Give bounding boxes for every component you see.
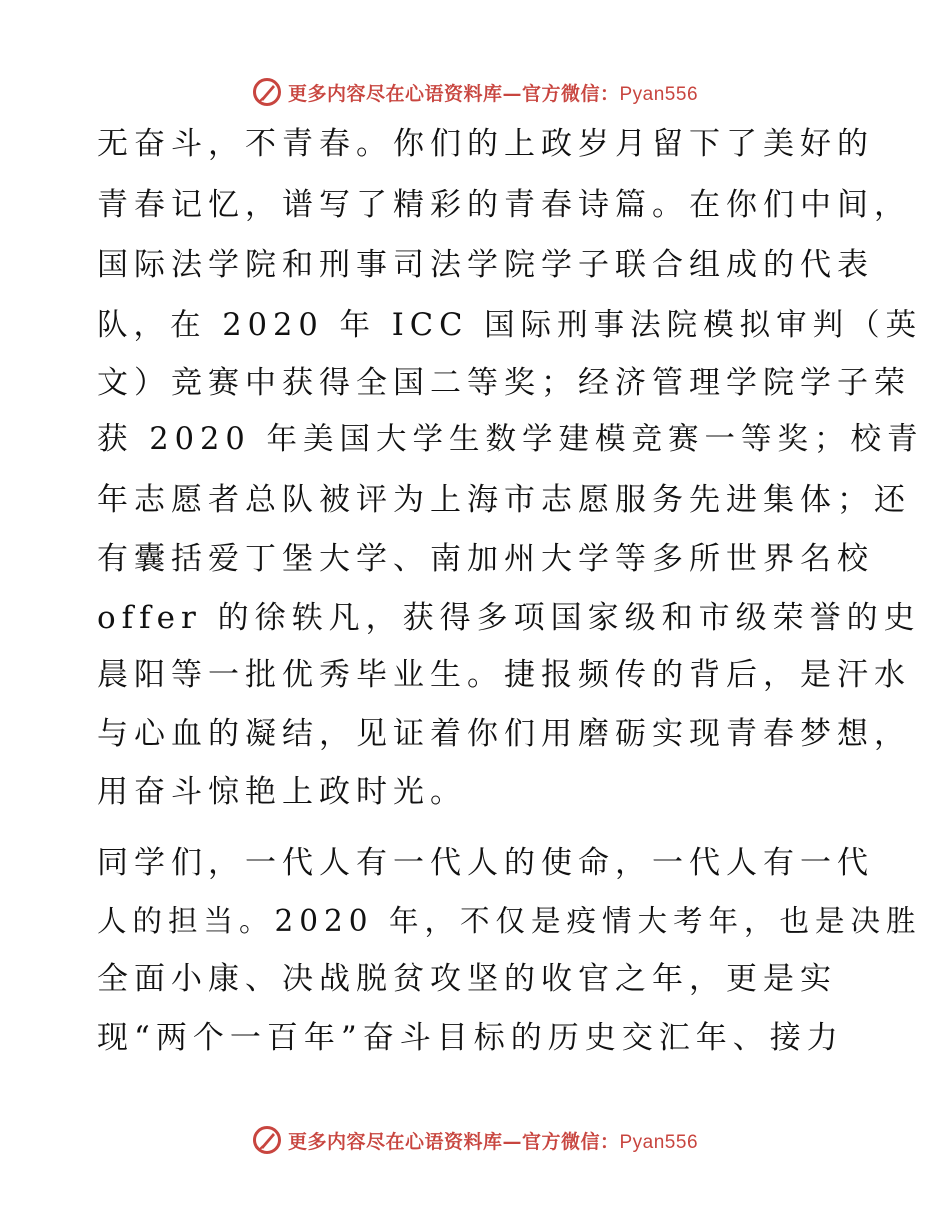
text-line: 队，在 2020 年 ICC 国际刑事法院模拟审判（英 <box>97 308 923 343</box>
quill-logo-icon <box>252 77 282 107</box>
text-line: 年志愿者总队被评为上海市志愿服务先进集体；还 <box>97 482 911 518</box>
watermark-chinese: 更多内容尽在心语资料库—官方微信： <box>287 82 620 105</box>
watermark-text <box>288 1127 698 1154</box>
text-line: 无奋斗，不青春。你们的上政岁月留下了美好的 <box>97 126 874 162</box>
text-line: 获 2020 年美国大学生数学建模竞赛一等奖；校青 <box>97 422 924 457</box>
watermark-wechat-id: Pyan556 <box>619 83 699 105</box>
text-line: 现“两个一百年”奋斗目标的历史交汇年、接力 <box>97 1020 844 1056</box>
text-line: 与心血的凝结，见证着你们用磨砺实现青春梦想， <box>97 716 911 752</box>
text-line: 有囊括爱丁堡大学、南加州大学等多所世界名校 <box>97 541 874 577</box>
text-line: 用奋斗惊艳上政时光。 <box>97 774 467 810</box>
watermark-chinese: 更多内容尽在心语资料库—官方微信： <box>287 1130 620 1153</box>
text-line: 同学们，一代人有一代人的使命，一代人有一代 <box>97 845 874 881</box>
text-line: 人的担当。2020 年，不仅是疫情大考年，也是决胜 <box>97 904 922 938</box>
quill-logo-icon <box>252 1125 282 1155</box>
watermark-wechat-id: Pyan556 <box>619 1131 699 1153</box>
text-line: 国际法学院和刑事司法学院学子联合组成的代表 <box>97 247 874 283</box>
footer-watermark <box>0 1120 950 1160</box>
text-line: offer 的徐轶凡，获得多项国家级和市级荣誉的史 <box>97 600 921 636</box>
text-line: 文）竞赛中获得全国二等奖；经济管理学院学子荣 <box>97 365 911 401</box>
watermark-text <box>288 79 698 106</box>
text-line: 晨阳等一批优秀毕业生。捷报频传的背后，是汗水 <box>97 657 911 693</box>
text-line: 青春记忆，谱写了精彩的青春诗篇。在你们中间， <box>97 187 911 223</box>
text-line: 全面小康、决战脱贫攻坚的收官之年，更是实 <box>97 961 837 997</box>
header-watermark <box>0 72 950 112</box>
